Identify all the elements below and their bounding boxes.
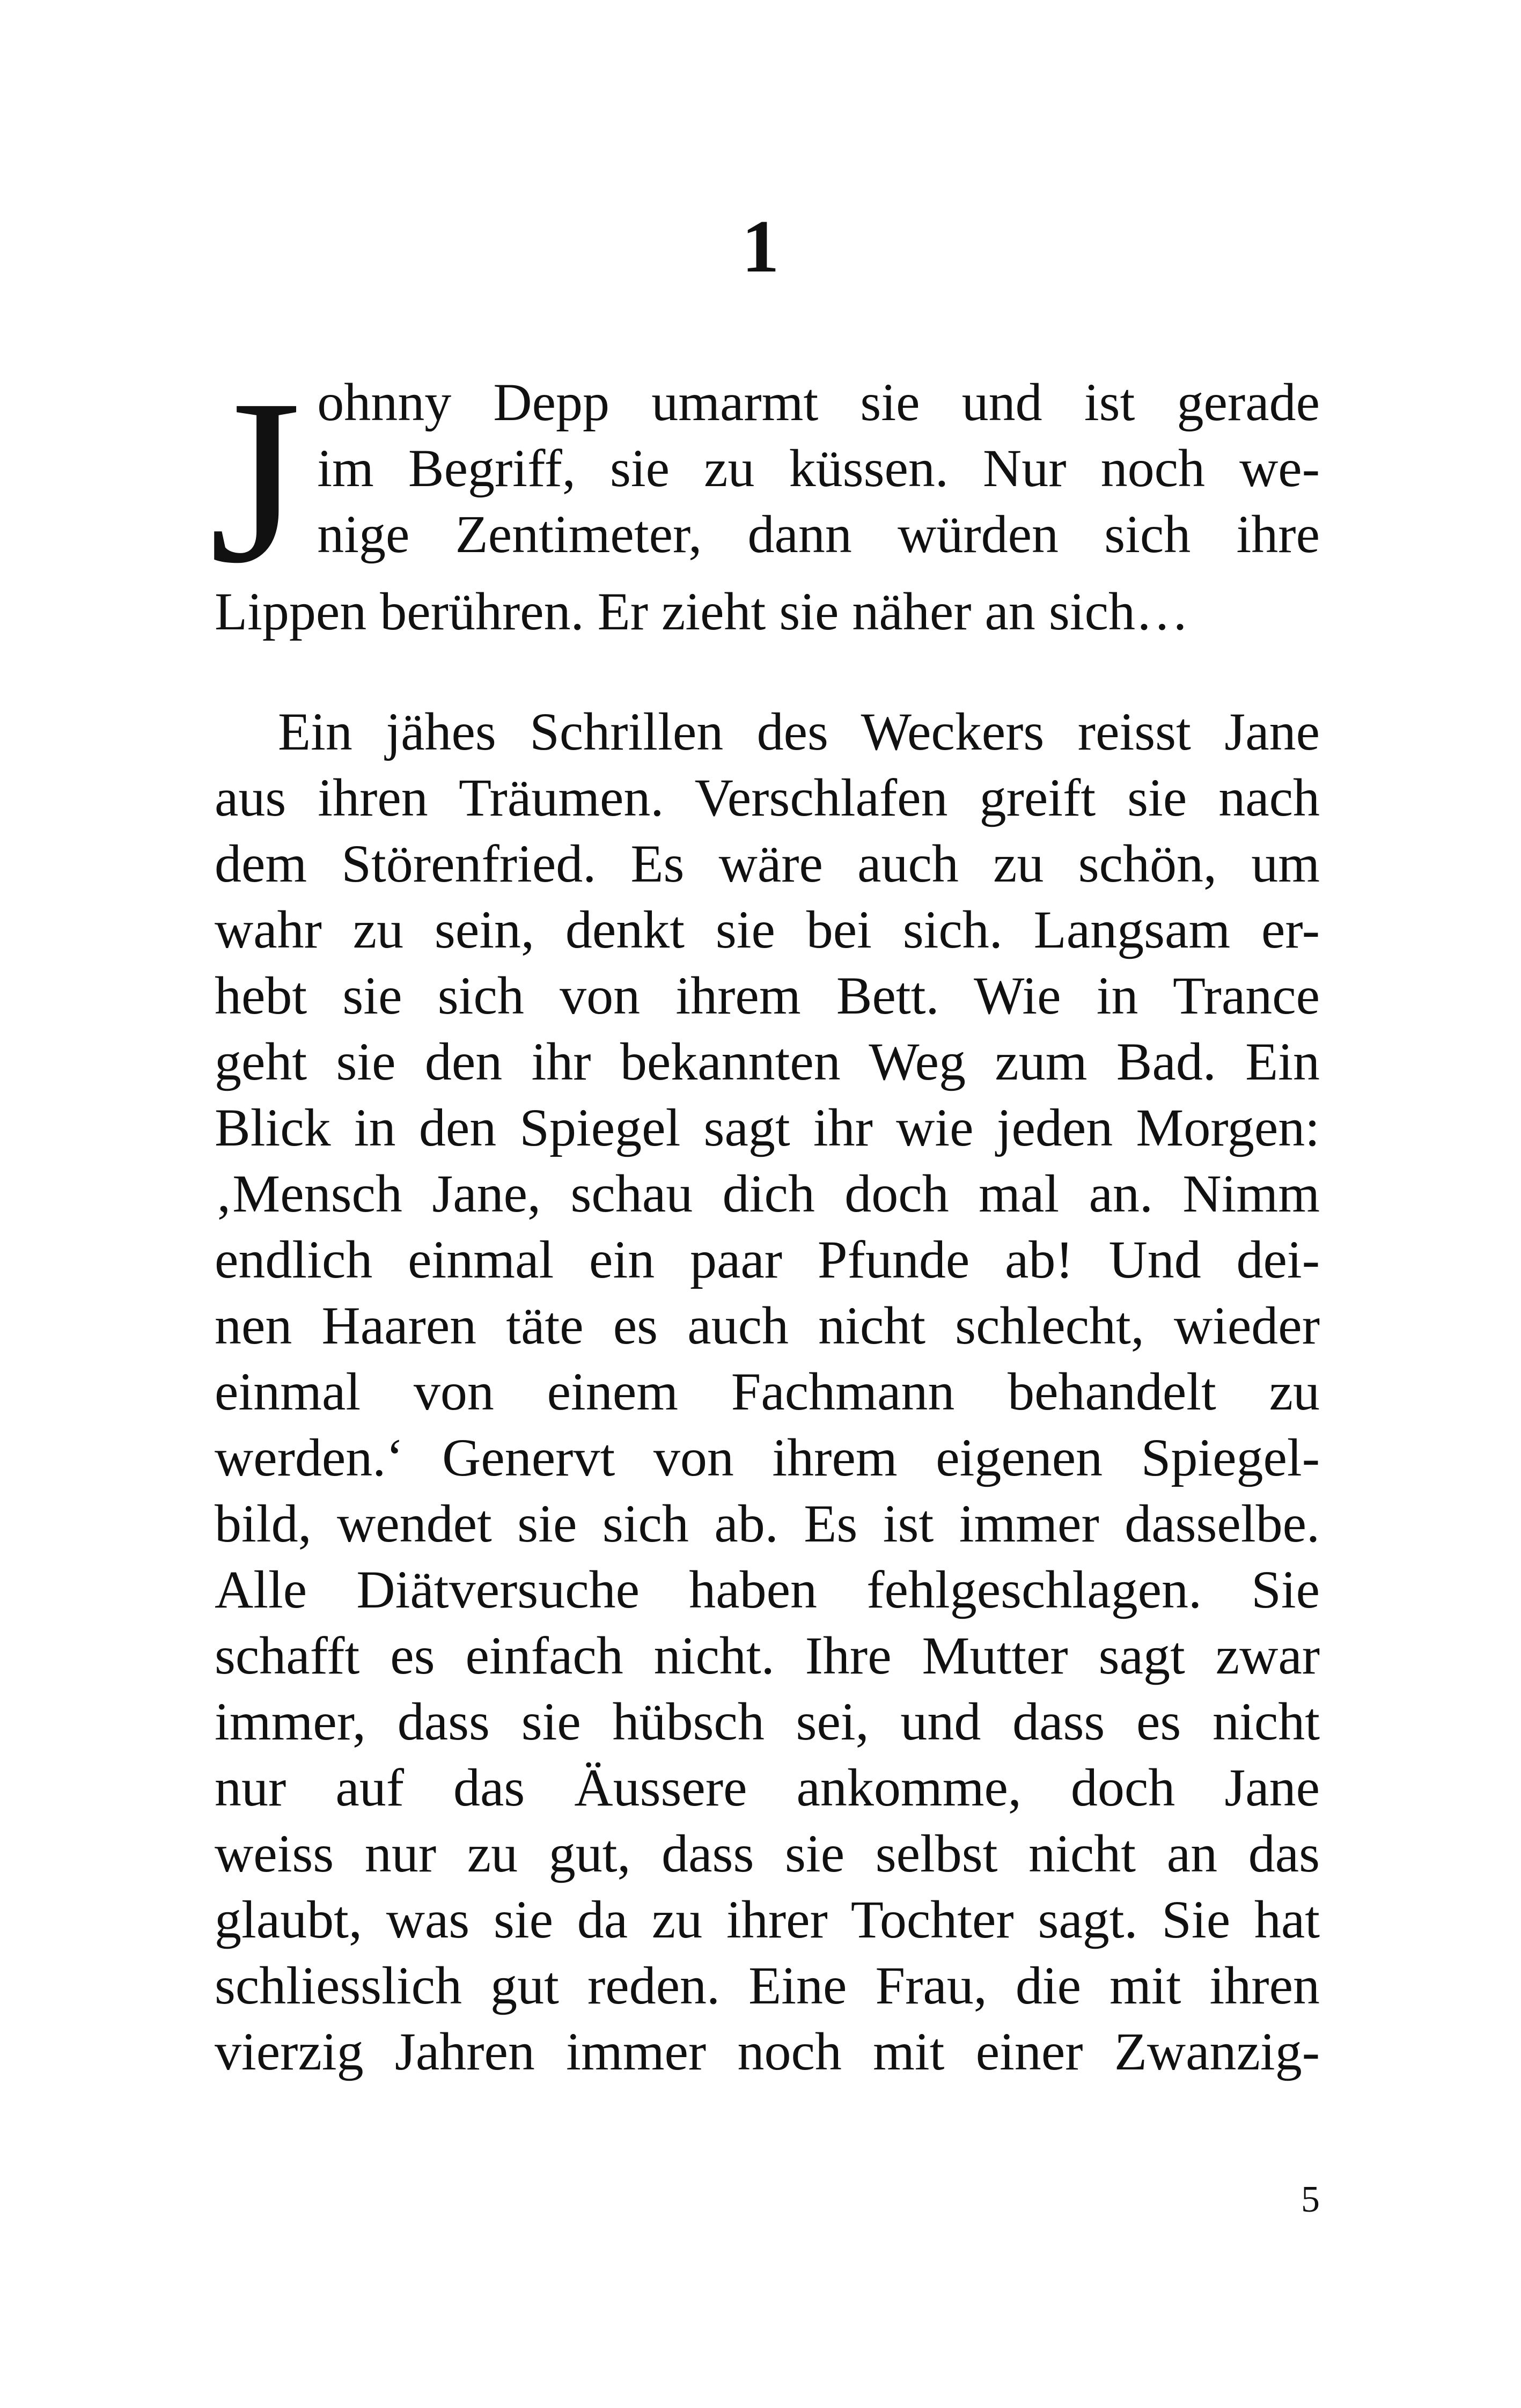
text-line: nur auf das Äussere ankomme, doch Jane (215, 1758, 1320, 1817)
text-line: endlich einmal ein paar Pfunde ab! Und dei- (215, 1230, 1320, 1289)
text-line: schliesslich gut reden. Eine Frau, die mit ihren (215, 1956, 1320, 2015)
text-line: vierzig Jahren immer noch mit einer Zwanzig- (215, 2022, 1320, 2081)
text-line: wahr zu sein, denkt sie bei sich. Langsam er- (215, 900, 1320, 959)
text-line: schafft es einfach nicht. Ihre Mutter sagt zwar (215, 1626, 1320, 1685)
text-line: geht sie den ihr bekannten Weg zum Bad. Ein (215, 1032, 1320, 1091)
text-line: nen Haaren täte es auch nicht schlecht, wieder (215, 1296, 1320, 1355)
body-paragraph (215, 699, 1320, 2084)
text-line: dem Störenfried. Es wäre auch zu schön, um (215, 834, 1320, 893)
text-line: ohnny Depp umarmt sie und ist gerade (317, 372, 1320, 432)
opening-paragraph (209, 351, 1320, 644)
text-line: hebt sie sich von ihrem Bett. Wie in Trance (215, 966, 1320, 1025)
drop-cap: J (209, 351, 302, 612)
text-line: Alle Diätversuche haben fehlgeschlagen. Sie (215, 1560, 1320, 1619)
text-line: aus ihren Träumen. Verschlafen greift sie nach (215, 768, 1320, 827)
text-line: werden.‘ Genervt von ihrem eigenen Spiegel- (215, 1428, 1320, 1487)
text-line: nige Zentimeter, dann würden sich ihre (317, 504, 1320, 564)
page-number: 5 (1301, 2179, 1320, 2220)
text-line: einmal von einem Fachmann behandelt zu (215, 1362, 1320, 1421)
text-line: Ein jähes Schrillen des Weckers reisst Jane (278, 702, 1320, 761)
text-line: bild, wendet sie sich ab. Es ist immer dasselbe. (215, 1494, 1320, 1553)
text-line: weiss nur zu gut, dass sie selbst nicht an das (215, 1824, 1320, 1883)
text-line: im Begriff, sie zu küssen. Nur noch we- (317, 438, 1320, 498)
chapter-number: 1 (741, 205, 780, 288)
text-line: immer, dass sie hübsch sei, und dass es nicht (215, 1692, 1320, 1751)
text-line: Blick in den Spiegel sagt ihr wie jeden Morgen: (215, 1098, 1320, 1157)
text-line: glaubt, was sie da zu ihrer Tochter sagt. Sie hat (215, 1890, 1320, 1949)
text-line: Lippen berühren. Er zieht sie näher an sich… (215, 582, 1189, 641)
text-line: ‚Mensch Jane, schau dich doch mal an. Nimm (215, 1164, 1320, 1223)
